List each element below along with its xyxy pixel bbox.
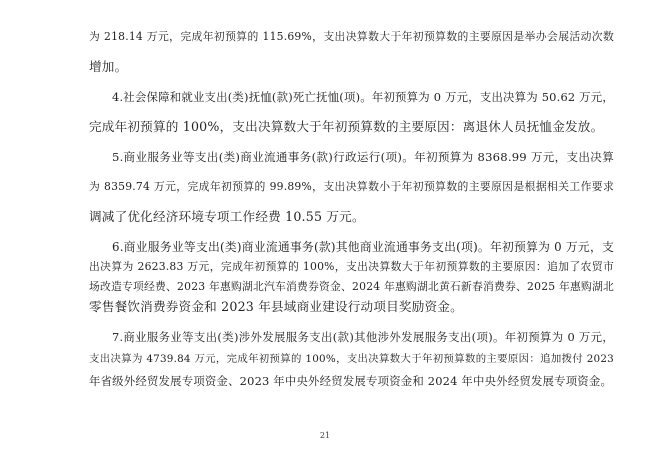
paragraph-2-line-1: 4.社会保障和就业支出(类)抚恤(款)死亡抚恤(项)。年初预算为 0 万元，支出决算为 50.62 万元， <box>112 90 614 104</box>
paragraph-5-line-1: 7.商业服务业等支出(类)涉外发展服务支出(款)其他涉外发展服务支出(项)。年初预算为 0 万元， <box>112 330 614 344</box>
paragraph-4-line-3: 场改造专项经费、2023 年惠购湖北汽车消费券资金、2024 年惠购湖北黄石新春消费券、2025 年惠购湖北 <box>89 280 614 293</box>
paragraph-5-line-3: 年省级外经贸发展专项资金、2023 年中央外经贸发展专项资金和 2024 年中央外经贸发展专项资金。 <box>89 374 613 388</box>
paragraph-1-line-2: 增加。 <box>89 59 128 74</box>
paragraph-1-line-1: 为 218.14 万元，完成年初预算的 115.69%，支出决算数大于年初预算数的主要原因是举办会展活动次数 <box>89 30 614 43</box>
paragraph-3-line-1: 5.商业服务业等支出(类)商业流通事务(款)行政运行(项)。年初预算为 8368.99 万元，支出决算 <box>112 150 614 164</box>
paragraph-3-line-2: 为 8359.74 万元，完成年初预算的 99.89%，支出决算数小于年初预算数的主要原因是根据相关工作要求 <box>89 180 614 193</box>
paragraph-4-line-2: 出决算为 2623.83 万元，完成年初预算的 100%，支出决算数大于年初预算数的主要原因：追加了农贸市 <box>89 260 614 273</box>
page-number: 21 <box>319 431 331 440</box>
paragraph-3-line-3: 调减了优化经济环境专项工作经费 10.55 万元。 <box>89 209 365 224</box>
paragraph-5-line-2: 支出决算为 4739.84 万元，完成年初预算的 100%，支出决算数大于年初预算数的主要原因：追加拨付 2023 <box>89 353 614 365</box>
paragraph-4-line-4: 零售餐饮消费券资金和 2023 年县域商业建设行动项目奖励资金。 <box>89 299 463 314</box>
paragraph-4-line-1: 6.商业服务业等支出(类)商业流通事务(款)其他商业流通事务支出(项)。年初预算为 0 万元，支 <box>112 240 614 254</box>
paragraph-2-line-2: 完成年初预算的 100%，支出决算数大于年初预算数的主要原因：离退休人员抚恤金发放。 <box>89 119 604 134</box>
